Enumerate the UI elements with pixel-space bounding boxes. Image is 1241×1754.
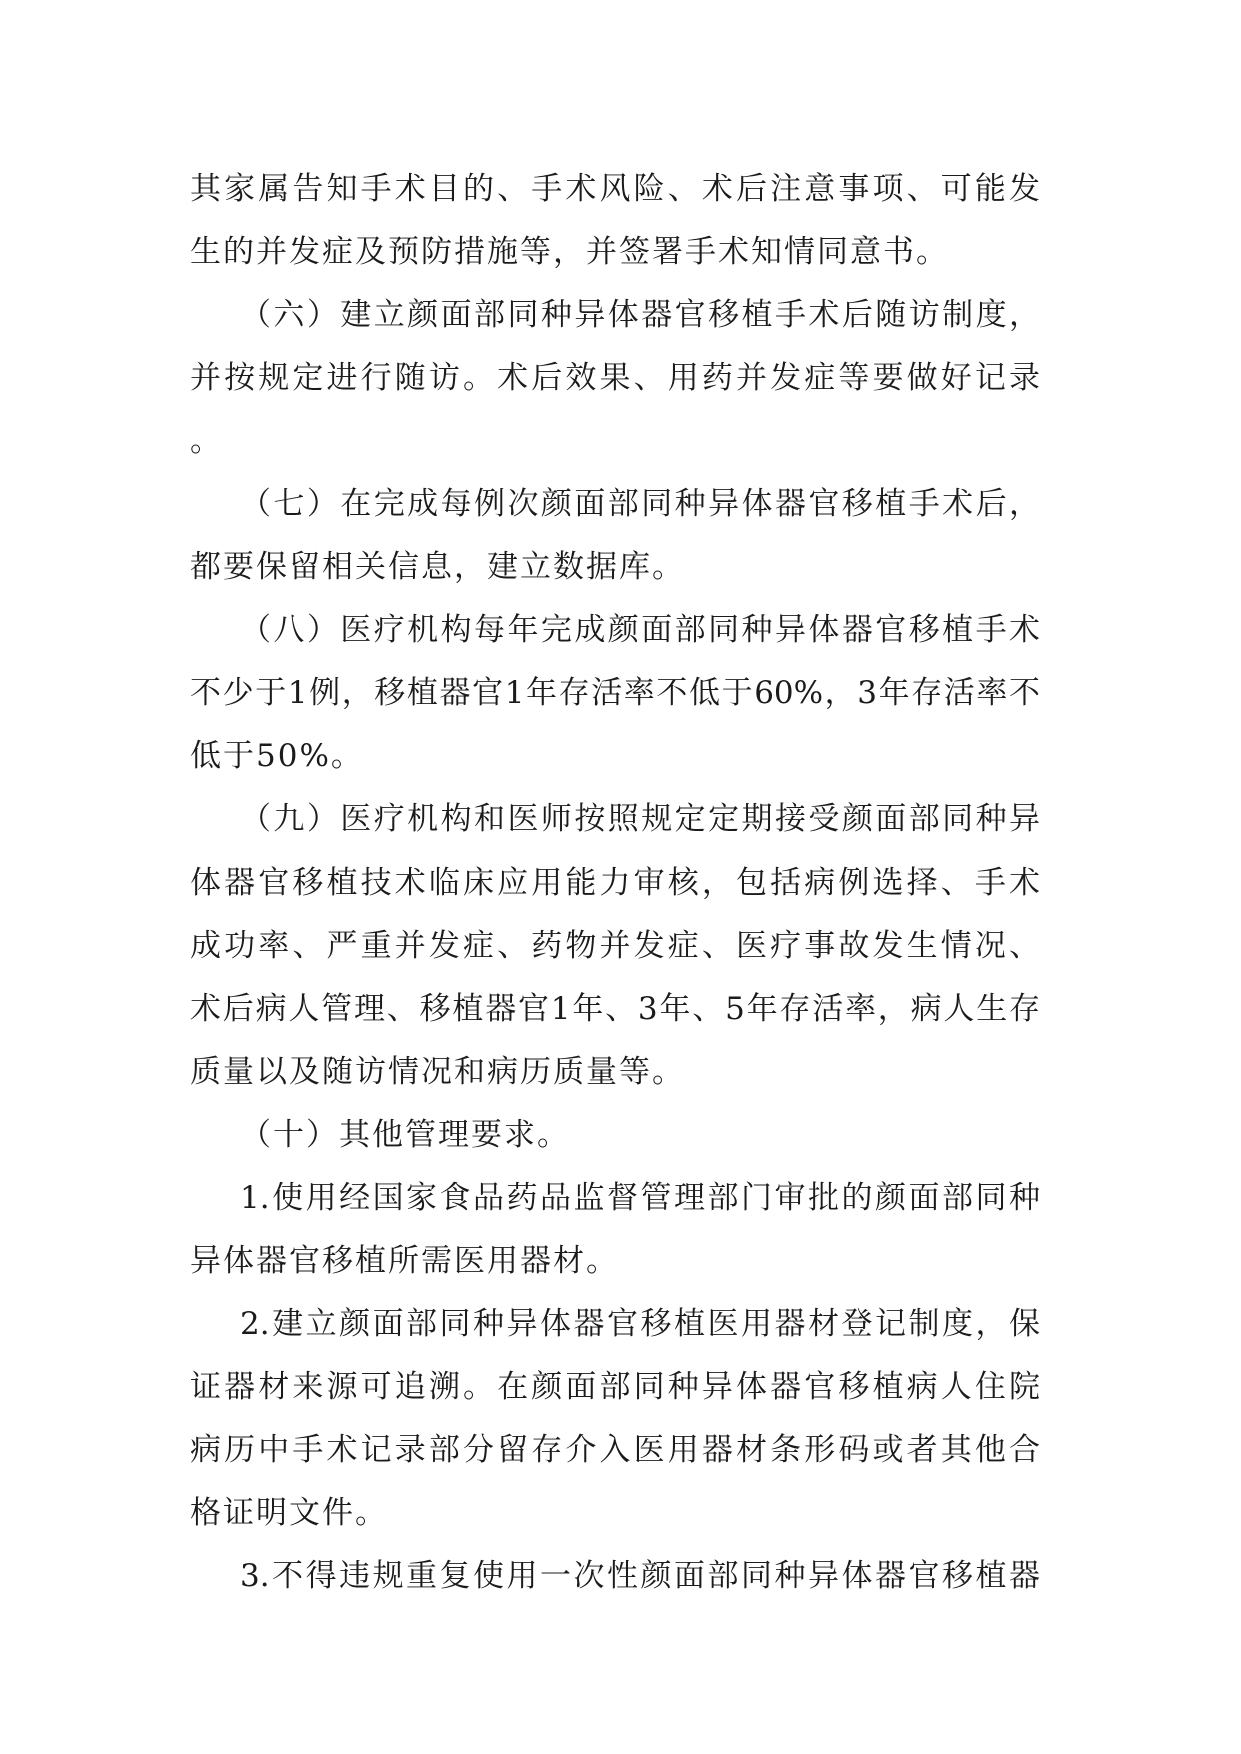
text-line: 证器材来源可追溯。在颜面部同种异体器官移植病人住院 xyxy=(190,1368,1040,1405)
text-line: 。 xyxy=(190,423,223,460)
paragraph xyxy=(190,1293,1040,1545)
text-line: 质量以及随访情况和病历质量等。 xyxy=(190,1053,685,1090)
paragraph xyxy=(190,788,1040,1103)
text-line: （六）建立颜面部同种异体器官移植手术后随访制度， xyxy=(240,297,1040,334)
text-line: 术后病人管理、移植器官1年、3年、5年存活率，病人生存 xyxy=(190,990,1040,1027)
text-line: 并按规定进行随访。术后效果、用药并发症等要做好记录 xyxy=(190,360,1040,397)
text-line: 格证明文件。 xyxy=(190,1494,388,1531)
text-line: 1.使用经国家食品药品监督管理部门审批的颜面部同种 xyxy=(240,1179,1040,1216)
text-line: 2.建立颜面部同种异体器官移植医用器材登记制度，保 xyxy=(240,1305,1040,1342)
text-line: 不少于1例，移植器官1年存活率不低于60%，3年存活率不 xyxy=(190,675,1040,712)
text-line: 异体器官移植所需医用器材。 xyxy=(190,1242,619,1279)
text-line: 都要保留相关信息，建立数据库。 xyxy=(190,549,685,586)
text-line: （九）医疗机构和医师按照规定定期接受颜面部同种异 xyxy=(240,801,1040,838)
text-line: （八）医疗机构每年完成颜面部同种异体器官移植手术 xyxy=(240,612,1040,649)
paragraph xyxy=(190,599,1040,788)
paragraph xyxy=(190,1167,1040,1293)
paragraph xyxy=(190,158,1040,284)
text-line: 低于50%。 xyxy=(190,738,364,775)
text-line: 其家属告知手术目的、手术风险、术后注意事项、可能发 xyxy=(190,171,1040,207)
paragraph xyxy=(190,473,1040,599)
text-line: 病历中手术记录部分留存介入医用器材条形码或者其他合 xyxy=(190,1431,1040,1468)
text-line: （十）其他管理要求。 xyxy=(240,1116,570,1153)
paragraph xyxy=(190,1104,1040,1167)
text-line: （七）在完成每例次颜面部同种异体器官移植手术后， xyxy=(240,486,1040,523)
text-line: 成功率、严重并发症、药物并发症、医疗事故发生情况、 xyxy=(190,927,1040,964)
document-body xyxy=(190,158,1040,1608)
paragraph xyxy=(190,1545,1040,1608)
text-line: 体器官移植技术临床应用能力审核，包括病例选择、手术 xyxy=(190,864,1040,901)
text-line: 生的并发症及预防措施等，并签署手术知情同意书。 xyxy=(190,234,949,271)
paragraph xyxy=(190,284,1040,473)
text-line: 3.不得违规重复使用一次性颜面部同种异体器官移植器 xyxy=(240,1558,1040,1595)
